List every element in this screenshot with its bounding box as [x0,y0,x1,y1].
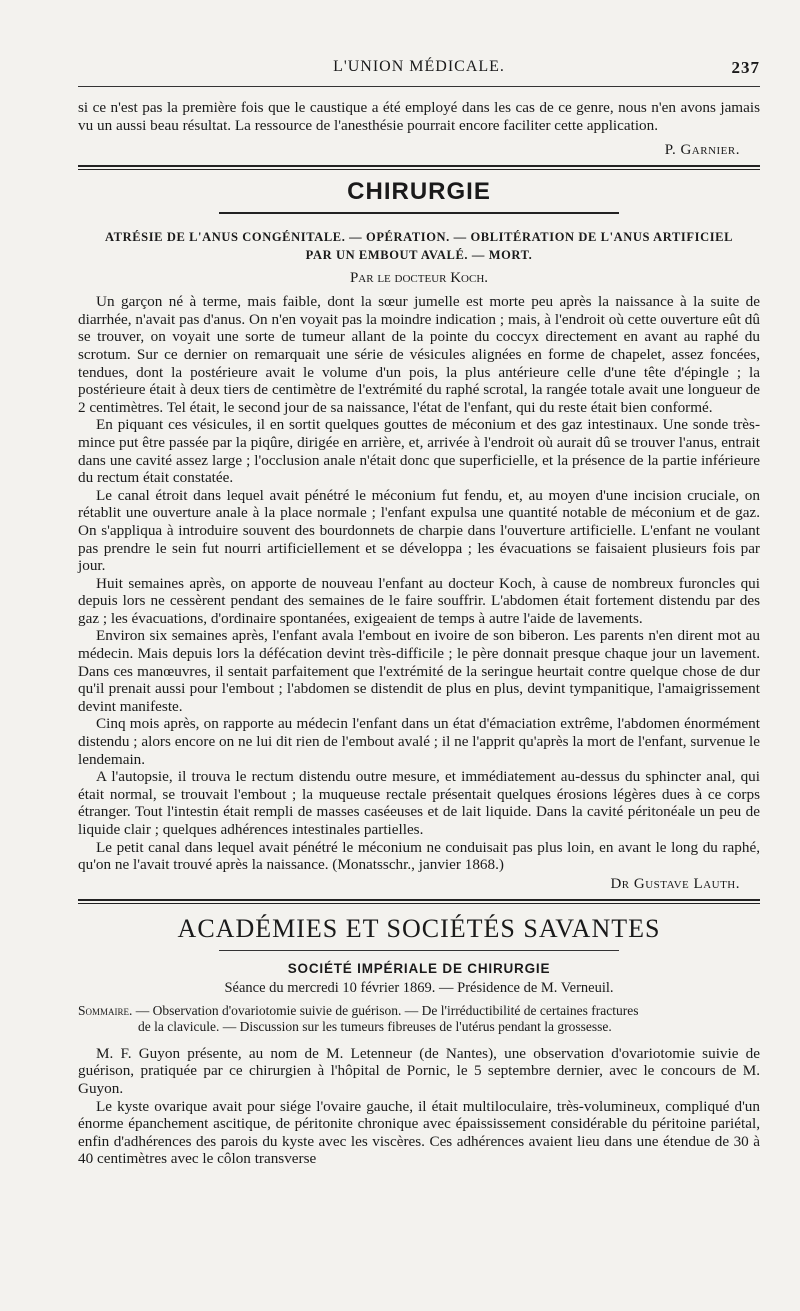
article-paragraph: Un garçon né à terme, mais faible, dont la sœur jumelle est morte peu après la naissance à la suite de diarrhée, n'avait pas d'anus. On n'en voyait pas la moindre indication ; mais, à l'endroit où cette ouverture eût dû se trouver, on voyait une sorte de tumeur allant de la pointe du coccyx directement en avant au raphé du scrotum. Sur ce dernier on remarquait une série de vésicules alignées en forme de chapelet, assez foncées, tendues, dont la postérieure avait le volume d'un pois, la plus antérieure celle d'une tête d'épingle ; la postérieure était à deux tiers de centimètre de l'extrémité du raphé scrotal, la rangée totale avait une longueur de 2 centimètres. Tel était, le second jour de sa naissance, l'état de l'enfant, qui du reste était bien conformé. [78,293,760,416]
article-title [78,228,760,264]
academies-double-rule [78,899,760,904]
society-title: SOCIÉTÉ IMPÉRIALE DE CHIRURGIE [287,960,551,976]
journal-title: L'UNION MÉDICALE. [333,58,505,75]
sommaire-line2: de la clavicule. — Discussion sur les tumeurs fibreuses de l'utérus pendant la grossesse. [138,1018,612,1034]
sommaire [78,1003,760,1035]
academies-title: ACADÉMIES ET SOCIÉTÉS SAVANTES [177,913,661,943]
section-title: CHIRURGIE [347,178,491,206]
article-signature: Dr Gustave Lauth. [610,875,740,892]
academies-paragraph: M. F. Guyon présente, au nom de M. Letenneur (de Nantes), une observation d'ovariotomie suivie de guérison, pratiquée par ce chirurgien à l'hôpital de Pornic, le 5 septembre dernier, avec le concours de M. Guyon. [78,1044,760,1097]
article-paragraph: Le canal étroit dans lequel avait pénétré le méconium fut fendu, et, au moyen d'une incision cruciale, on rétablit une ouverture anale à la place normale ; l'enfant expulsa une quantité notable de méconium et de gaz. On s'appliqua à introduire souvent des bourdonnets de charpie dans l'ouverture artificielle. L'enfant ne voulant pas prendre le sein fut nourri artificiellement et se développa ; les évacuations se faisaient plusieurs fois par jour. [78,486,760,575]
article-paragraph: A l'autopsie, il trouva le rectum distendu outre mesure, et immédiatement au-dessus du sphincter anal, qui était normal, se trouvait l'embout ; la muqueuse rectale présentait quelques érosions légères dues à ce corps étranger. Tout l'intestin était rempli de masses caséeuses et de lait liquide. Dans la cavité péritonéale un peu de liquide clair ; quelques adhérences intestinales partielles. [78,768,760,838]
page-header [78,58,760,86]
article-paragraph: Environ six semaines après, l'enfant avala l'embout en ivoire de son biberon. Les parents n'en dirent mot au médecin. Mais depuis lors la défécation devint très-difficile ; le père donnait presque chaque jour un lavement. Dans ces manœuvres, il sentait parfaitement que l'extrémité de la seringue heurtait contre quelque chose de dur qu'il prenait aussi pour l'embout ; l'abdomen se distendit de plus en plus, devint tympanitique, l'amaigrissement devint manifeste. [78,627,760,715]
header-rule [78,86,760,87]
article-paragraph: Le petit canal dans lequel avait pénétré le méconium ne conduisait pas plus loin, en avant le long du raphé, qu'on ne l'avait trouvé après la naissance. (Monatsschr., janvier 1868.) [78,838,760,874]
section-rule [219,212,619,214]
sommaire-label: Sommaire. [78,1002,133,1018]
seance-line: Séance du mercredi 10 février 1869. — Présidence de M. Verneuil. [224,979,614,996]
article-title-line2: PAR UN EMBOUT AVALÉ. — MORT. [305,248,533,263]
page-number: 237 [731,58,760,77]
academies-paragraph: Le kyste ovarique avait pour siége l'ovaire gauche, il était multiloculaire, très-volumineux, compliqué d'un énorme épanchement ascitique, de péritonite chronique avec épaississement considérable du péritoine pariétal, enfin d'adhérences des parois du kyste avec les viscères. Ces adhérences avaient lieu dans une étendue de 30 à 40 centimètres avec le côlon transverse [78,1097,760,1168]
section-double-rule [78,165,760,170]
article-paragraph: En piquant ces vésicules, il en sortit quelques gouttes de méconium et des gaz intestinaux. Une sonde très-mince put être passée par la piqûre, dirigée en arrière, et, arrivée à l'endroit où aurait dû se trouver l'anus, entrait dans une cavité assez large ; l'occlusion anale n'était donc que superficielle, et la présence de la partie inférieure du rectum était constatée. [78,416,760,487]
intro-paragraph: si ce n'est pas la première fois que le caustique a été employé dans les cas de ce genre, nous n'en avons jamais vu un aussi beau résultat. La ressource de l'anesthésie pourrait encore faciliter cette application. [78,99,760,134]
sommaire-line1: — Observation d'ovariotomie suivie de guérison. — De l'irréductibilité de certaines fractures [132,1002,639,1018]
article-title-line1: ATRÉSIE DE L'ANUS CONGÉNITALE. — OPÉRATION. — OBLITÉRATION DE L'ANUS ARTIFICIEL [104,230,734,245]
academies-rule [219,950,619,951]
article-paragraph: Huit semaines après, on apporte de nouveau l'enfant au docteur Koch, à cause de nombreux furoncles qui depuis lors ne cessèrent pendant des semaines de le faire souffrir. L'abdomen était fortement distendu par des gaz ; les évacuations, d'ordinaire spontanées, exigeaient de temps à autre l'aide de lavements. [78,574,760,627]
article-paragraph: Cinq mois après, on rapporte au médecin l'enfant dans un état d'émaciation extrême, l'abdomen énormément distendu ; alors encore on ne lui dit rien de l'embout avalé ; il ne l'apprit qu'après la mort de l'enfant, survenue le lendemain. [78,715,760,768]
article-byline: Par le docteur Koch. [349,270,489,287]
intro-signature: P. Garnier. [664,142,740,159]
